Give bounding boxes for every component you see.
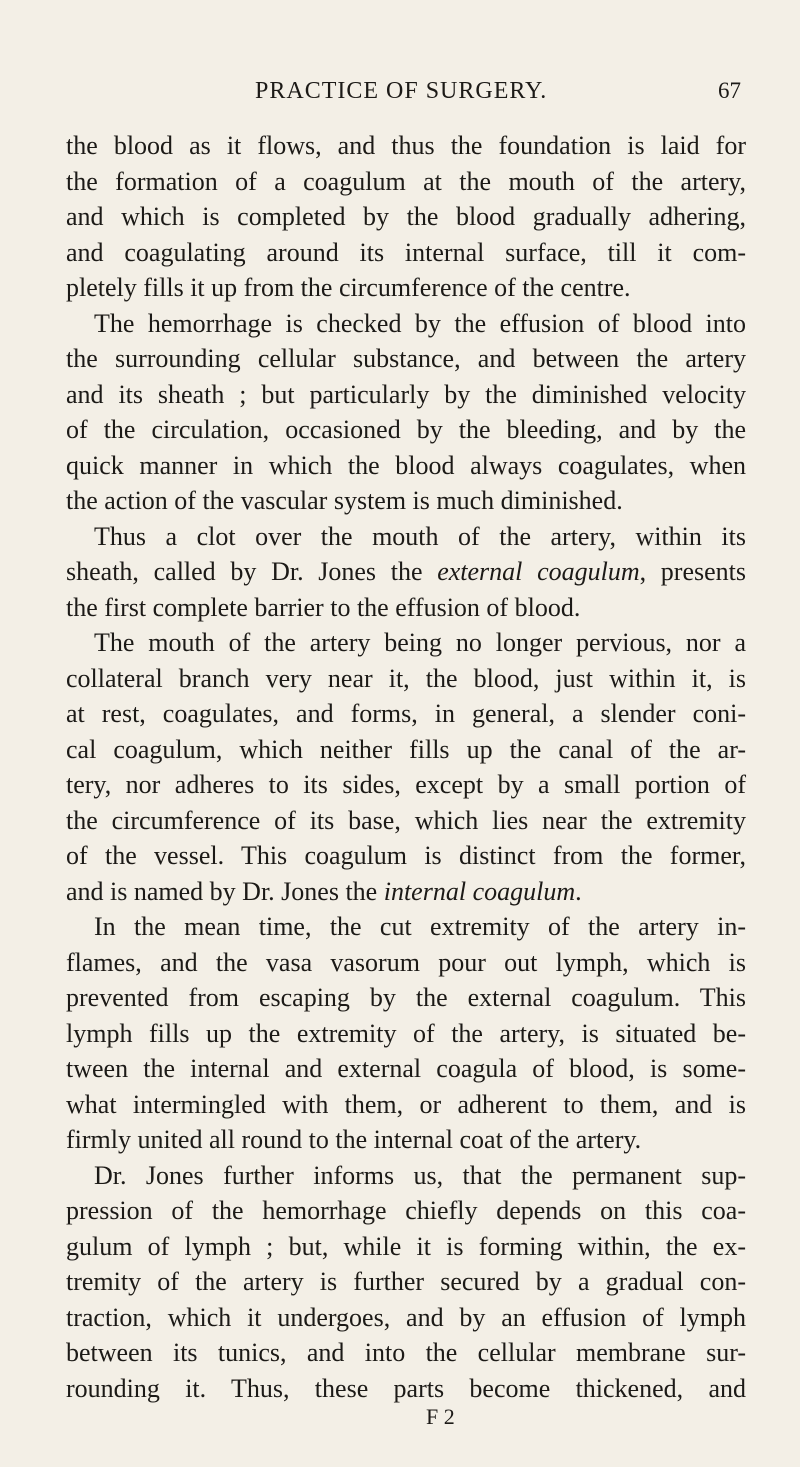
text-line-with-italic bbox=[66, 874, 746, 910]
text-line: the blood as it flows, and thus the foundation is laid for bbox=[66, 131, 746, 160]
text-line: and coagulating around its internal surface, till it com- bbox=[66, 237, 746, 267]
text-line: the surrounding cellular substance, and between the artery bbox=[66, 344, 746, 373]
text-line: at rest, coagulates, and forms, in general, a slender coni- bbox=[66, 699, 746, 728]
text-line: quick manner in which the blood always coagulates, when bbox=[66, 450, 746, 480]
text-line: The mouth of the artery being no longer pervious, nor a bbox=[94, 628, 746, 657]
text-line: the first complete barrier to the effusion of blood. bbox=[66, 592, 581, 622]
text-line: traction, which it undergoes, and by an effusion of lymph bbox=[66, 1302, 746, 1332]
text-line: of the vessel. This coagulum is distinct from the former, bbox=[66, 841, 746, 870]
text-line: tween the internal and external coagula of blood, is some- bbox=[66, 1054, 746, 1083]
text-line-end: . bbox=[575, 876, 582, 906]
body-text bbox=[66, 128, 746, 1406]
running-title: PRACTICE OF SURGERY. bbox=[255, 78, 548, 104]
text-line: cal coagulum, which neither fills up the canal of the ar- bbox=[66, 734, 746, 764]
page-number: 67 bbox=[718, 78, 741, 103]
text-line: The hemorrhage is checked by the effusion of blood into bbox=[94, 308, 746, 338]
text-line: tery, nor adheres to its sides, except by a small portion of bbox=[66, 770, 746, 799]
text-line: collateral branch very near it, the blood, just within it, is bbox=[66, 663, 746, 693]
text-line: the formation of a coagulum at the mouth of the artery, bbox=[66, 166, 746, 196]
text-line: what intermingled with them, or adherent to them, and is bbox=[66, 1089, 746, 1119]
text-line: Thus a clot over the mouth of the artery, within its bbox=[94, 521, 746, 551]
text-line-start: sheath, called by Dr. Jones the bbox=[66, 557, 438, 586]
text-line: firmly united all round to the internal coat of the artery. bbox=[66, 1125, 642, 1154]
running-head bbox=[0, 78, 800, 118]
text-line: prevented from escaping by the external coagulum. This bbox=[66, 983, 746, 1012]
text-line: flames, and the vasa vasorum pour out lymph, which is bbox=[66, 947, 746, 977]
text-line: tremity of the artery is further secured by a gradual con- bbox=[66, 1267, 746, 1296]
text-line-start: and is named by Dr. Jones the bbox=[66, 876, 384, 906]
text-line: between its tunics, and into the cellular membrane sur- bbox=[66, 1338, 746, 1367]
text-line: rounding it. Thus, these parts become thickened, and bbox=[66, 1373, 746, 1403]
text-line: pression of the hemorrhage chiefly depends on this coa- bbox=[66, 1196, 746, 1225]
text-line: of the circulation, occasioned by the bleeding, and by the bbox=[66, 415, 746, 444]
text-line-with-italic bbox=[66, 554, 746, 590]
signature-mark: F 2 bbox=[426, 1404, 455, 1429]
text-line: and which is completed by the blood gradually adhering, bbox=[66, 202, 746, 231]
text-line: Dr. Jones further informs us, that the permanent sup- bbox=[94, 1160, 746, 1190]
italic-term-external-coagulum: external coagulum bbox=[437, 557, 640, 586]
text-line-end: , presents bbox=[639, 557, 746, 586]
text-line: In the mean time, the cut extremity of the artery in- bbox=[94, 912, 746, 941]
text-line: and its sheath ; but particularly by the diminished velocity bbox=[66, 379, 746, 409]
text-line: the action of the vascular system is much diminished. bbox=[66, 486, 623, 515]
italic-term-internal-coagulum: internal coagulum bbox=[383, 876, 576, 906]
text-line: the circumference of its base, which lies near the extremity bbox=[66, 805, 746, 835]
text-line: lymph fills up the extremity of the artery, is situated be- bbox=[66, 1018, 746, 1048]
text-line: gulum of lymph ; but, while it is forming within, the ex- bbox=[66, 1231, 746, 1261]
text-line: pletely fills it up from the circumference of the centre. bbox=[66, 273, 631, 302]
